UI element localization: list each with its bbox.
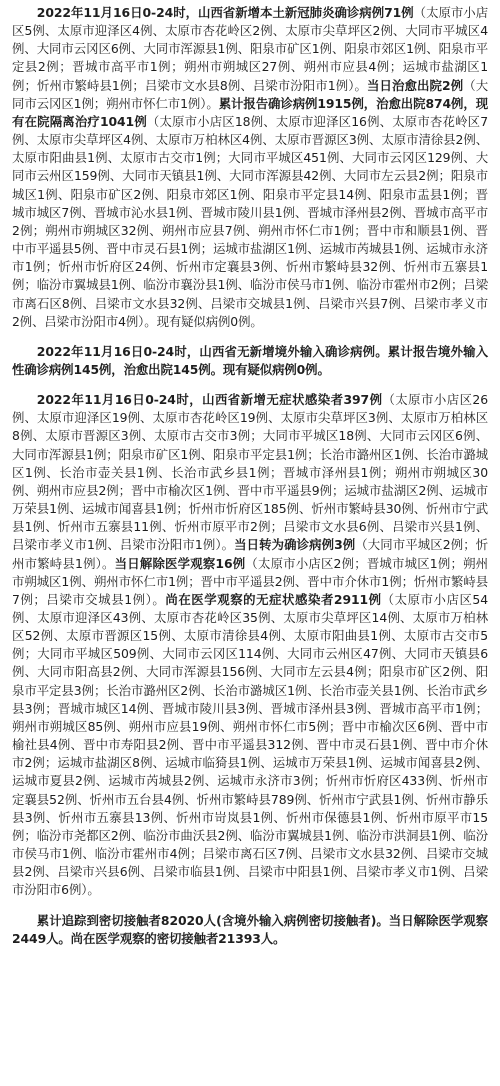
converted-headline: 当日转为确诊病例3例 [234,537,356,553]
cumulative-headline: 累计报告确诊病例1915例，治愈出院874例，现有在院隔离治疗1041例 [12,95,488,129]
observing-headline: 尚在医学观察的无症状感染者2911例 [165,591,382,607]
cured-headline: 当日治愈出院2例 [367,77,464,93]
local-cases-breakdown: （太原市小店区5例、太原市迎泽区4例、太原市杏花岭区2例、太原市尖草坪区2例、大同市平城区4例、大同市云冈区6例、大同市浑源县1例、阳泉市矿区1例、阳泉市郊区1例、阳泉市平定县2例；晋城市高平市1例；朔州市朔城区27例、朔州市应县4例；运城市盐湖区1例；忻州市繁峙县1例；吕梁市文水县8例、吕梁市汾阳市1例）。 [12,5,488,93]
cured-breakdown: （大同市云冈区1例；朔州市怀仁市1例）。 [12,77,488,111]
asymptomatic-breakdown: （太原市小店区26例、太原市迎泽区19例、太原市杏花岭区19例、太原市尖草坪区3例、太原市万柏林区8例、太原市晋源区3例、太原市古交市3例；大同市平城区18例、大同市云冈区6例、大同市浑源县1例；阳泉市矿区1例、阳泉市平定县1例；长治市潞州区1例、长治市潞城区1例、长治市壶关县1例、长治市武乡县1例；晋城市泽州县1例；朔州市朔城区30例、朔州市应县2例；晋中市榆次区1例、晋中市平遥县9例；运城市盐湖区2例、运城市万荣县1例、运城市闻喜县1例；忻州市忻府区185例、忻州市繁峙县30例、忻州市宁武县1例、忻州市五寨县11例、忻州市原平市2例；吕梁市文水县6例、吕梁市兴县1例、吕梁市孝义市1例、吕梁市汾阳市1例）。 [12,392,488,553]
asymptomatic-paragraph [12,391,488,899]
local-cases-headline: 2022年11月16日0-24时，山西省新增本土新冠肺炎确诊病例71例 [36,5,414,20]
close-contacts-headline: 累计追踪到密切接触者82020人(含境外输入病例密切接触者)。当日解除医学观察2449人。尚在医学观察的密切接触者21393人。 [12,912,488,946]
converted-breakdown: （大同市平城区2例；忻州市繁峙县1例）。 [12,537,488,571]
hospitalized-breakdown: （太原市小店区18例、太原市迎泽区16例、太原市杏花岭区7例、太原市尖草坪区4例、太原市万柏林区4例、太原市晋源区3例、太原市清徐县2例、太原市阳曲县1例、太原市古交市1例；大同市平城区451例、大同市云冈区129例、大同市云州区159例、大同市天镇县1例、大同市浑源县42例、大同市左云县2例；阳泉市城区1例、阳泉市矿区2例、阳泉市郊区1例、阳泉市平定县14例、阳泉市盂县1例；晋城市城区7例、晋城市沁水县1例、晋城市陵川县1例、晋城市泽州县2例、晋城市高平市2例；朔州市朔城区32例、朔州市应县7例、朔州市怀仁市1例；晋中市和顺县1例、晋中市平遥县5例、晋中市灵石县1例；运城市盐湖区1例、运城市芮城县1例、运城市永济市1例；忻州市忻府区24例、忻州市定襄县3例、忻州市繁峙县32例、忻州市五寨县1例；临汾市翼城县1例、临汾市襄汾县1例、临汾市侯马市1例、临汾市霍州市2例；吕梁市离石区8例、吕梁市文水县32例、吕梁市交城县1例、吕梁市兴县7例、吕梁市孝义市2例、吕梁市汾阳市4例）。现有疑似病例0例。 [12,113,488,329]
imported-cases-paragraph [12,343,488,379]
asymptomatic-headline: 2022年11月16日0-24时，山西省新增无症状感染者397例 [36,392,383,408]
local-cases-paragraph [12,4,488,331]
imported-cases-headline: 2022年11月16日0-24时，山西省无新增境外输入确诊病例。累计报告境外输入性确诊病例145例，治愈出院145例。现有疑似病例0例。 [12,343,488,377]
released-breakdown: （太原市小店区2例；晋城市城区1例；朔州市朔城区1例、朔州市怀仁市1例；晋中市平遥县2例、晋中市介休市1例；忻州市繁峙县7例；吕梁市交城县1例）。 [12,555,488,607]
close-contacts-paragraph [12,912,488,948]
released-headline: 当日解除医学观察16例 [114,555,246,571]
observing-breakdown: （太原市小店区54例、太原市迎泽区43例、太原市杏花岭区35例、太原市尖草坪区14例、太原市万柏林区52例、太原市晋源区15例、太原市清徐县4例、太原市阳曲县1例、太原市古交市5例；大同市平城区509例、大同市云冈区114例、大同市云州区47例、大同市天镇县6例、大同市阳高县2例、大同市浑源县156例、大同市左云县4例；阳泉市矿区2例、阳泉市平定县3例；长治市潞州区2例、长治市潞城区1例、长治市壶关县1例、长治市武乡县3例；晋城市城区14例、晋城市陵川县3例、晋城市泽州县3例、晋城市高平市1例；朔州市朔城区85例、朔州市应县19例、朔州市怀仁市5例；晋中市榆次区6例、晋中市榆社县4例、晋中市寿阳县2例、晋中市平遥县312例、晋中市灵石县1例、晋中市介休市2例；运城市盐湖区8例、运城市临猗县1例、运城市万荣县1例、运城市闻喜县2例、运城市夏县2例、运城市芮城县2例、运城市永济市3例；忻州市忻府区433例、忻州市定襄县52例、忻州市五台县4例、忻州市繁峙县789例、忻州市宁武县1例、忻州市静乐县3例、忻州市五寨县13例、忻州市岢岚县1例、忻州市保德县1例、忻州市原平市15例；临汾市尧都区2例、临汾市曲沃县2例、临汾市翼城县1例、临汾市洪洞县1例、临汾市侯马市1例、临汾市霍州市4例；吕梁市离石区7例、吕梁市文水县32例、吕梁市交城县2例、吕梁市兴县6例、吕梁市临县1例、吕梁市中阳县1例、吕梁市孝义市1例、吕梁市汾阳市6例）。 [12,591,488,898]
